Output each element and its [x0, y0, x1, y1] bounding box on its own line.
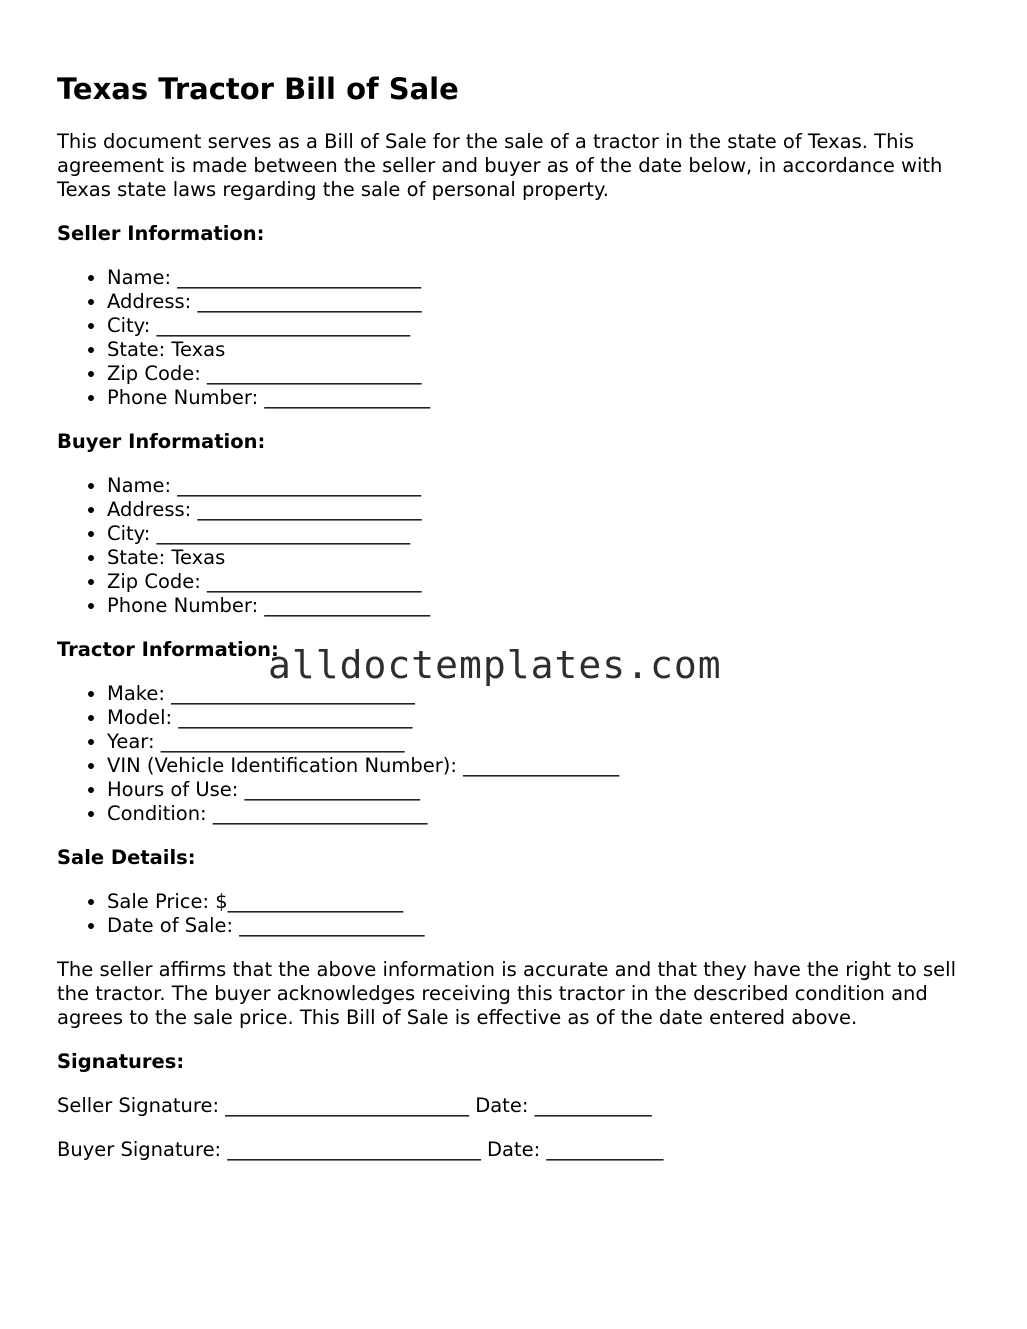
affirmation-paragraph: The seller affirms that the above information is accurate and that they have the right to sell the tractor. The buyer acknowledges receiving this tractor in the described condition and agrees to the sale price. This Bill of Sale is effective as of the date entered above. [57, 958, 957, 1029]
tractor-model-field: • Model: ________________________ [107, 706, 987, 730]
watermark: alldoctemplates.com [268, 643, 722, 687]
tractor-heading: Tractor Information: [57, 638, 279, 661]
seller-zip-field: • Zip Code: ______________________ [107, 362, 987, 386]
seller-list [57, 266, 987, 410]
intro-paragraph: This document serves as a Bill of Sale for the sale of a tractor in the state of Texas. This agreement is made between the seller and buyer as of the date below, in accordance with Texas state laws regarding the sale of personal property. [57, 130, 943, 201]
signatures-heading: Signatures: [57, 1050, 185, 1073]
buyer-list [57, 474, 987, 618]
buyer-signature-line: Buyer Signature: __________________________ Date: ____________ [57, 1138, 664, 1161]
seller-city-field: • City: __________________________ [107, 314, 987, 338]
seller-address-field: • Address: _______________________ [107, 290, 987, 314]
seller-name-field: • Name: _________________________ [107, 266, 987, 290]
document-title: Texas Tractor Bill of Sale [57, 72, 459, 106]
seller-state-field: • State: Texas [107, 338, 987, 362]
sale-heading: Sale Details: [57, 846, 196, 869]
document-page [57, 70, 987, 1182]
buyer-zip-field: • Zip Code: ______________________ [107, 570, 987, 594]
sale-list [57, 890, 987, 938]
sale-date-field: • Date of Sale: ___________________ [107, 914, 987, 938]
buyer-phone-field: • Phone Number: _________________ [107, 594, 987, 618]
tractor-hours-field: • Hours of Use: __________________ [107, 778, 987, 802]
buyer-name-field: • Name: _________________________ [107, 474, 987, 498]
seller-heading: Seller Information: [57, 222, 265, 245]
seller-phone-field: • Phone Number: _________________ [107, 386, 987, 410]
sale-price-field: • Sale Price: $__________________ [107, 890, 987, 914]
tractor-year-field: • Year: _________________________ [107, 730, 987, 754]
seller-signature-line: Seller Signature: _________________________ Date: ____________ [57, 1094, 652, 1117]
tractor-make-field: • Make: _________________________ [107, 682, 987, 706]
buyer-state-field: • State: Texas [107, 546, 987, 570]
buyer-city-field: • City: __________________________ [107, 522, 987, 546]
buyer-address-field: • Address: _______________________ [107, 498, 987, 522]
tractor-condition-field: • Condition: ______________________ [107, 802, 987, 826]
tractor-list [57, 682, 987, 826]
buyer-heading: Buyer Information: [57, 430, 266, 453]
tractor-vin-field: • VIN (Vehicle Identification Number): ________________ [107, 754, 987, 778]
